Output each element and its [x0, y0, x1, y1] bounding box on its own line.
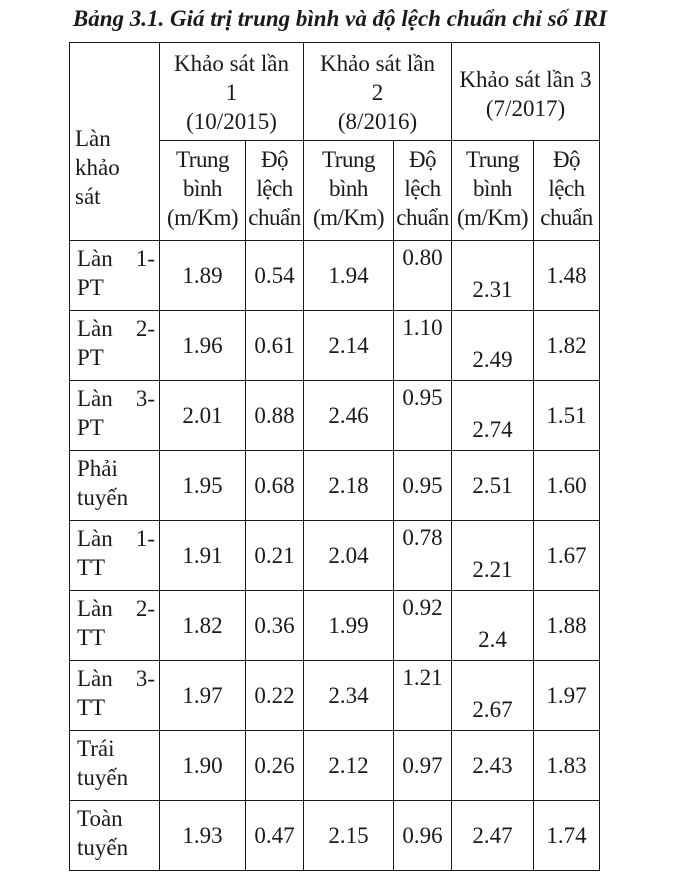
value-cell: 2.14	[304, 311, 394, 381]
row-label-word: Làn	[77, 526, 113, 551]
value-cell: 1.82	[534, 311, 600, 381]
value-cell: 1.91	[160, 521, 246, 591]
value-cell: 0.88	[246, 381, 304, 451]
survey-1-header-line: 1	[225, 80, 238, 105]
row-label-suffix: tuyến	[77, 765, 129, 790]
table-row	[70, 381, 600, 451]
row-label-cell	[70, 591, 160, 661]
table-row	[70, 241, 600, 311]
corner-header-line: sát	[75, 184, 101, 209]
table-row	[70, 451, 600, 521]
row-label-suffix: PT	[77, 415, 104, 440]
value-cell: 2.21	[452, 521, 534, 591]
row-label-word: Làn	[77, 316, 113, 341]
row-label-number: 3-	[135, 386, 155, 411]
value-cell: 1.10	[394, 311, 452, 381]
value-cell: 0.21	[246, 521, 304, 591]
survey-1-header-line: (10/2015)	[186, 109, 277, 134]
mean-subheader-line: (m/Km)	[166, 205, 239, 230]
row-label-number: 2-	[135, 316, 155, 341]
row-label-cell	[70, 661, 160, 731]
value-cell: 0.80	[394, 241, 452, 311]
value-cell: 0.26	[246, 731, 304, 801]
row-label-word: Làn	[77, 386, 113, 411]
table-row	[70, 661, 600, 731]
value-cell: 0.95	[394, 381, 452, 451]
corner-header-line: khảo	[75, 155, 120, 180]
stddev-subheader-line: Độ	[552, 147, 581, 172]
value-cell: 2.18	[304, 451, 394, 521]
row-label-word: Làn	[77, 246, 113, 271]
value-cell: 1.83	[534, 731, 600, 801]
value-cell: 1.90	[160, 731, 246, 801]
value-cell: 0.78	[394, 521, 452, 591]
iri-table	[69, 42, 600, 871]
mean-subheader-line: Trung	[322, 147, 375, 172]
mean-subheader-line: bình	[329, 176, 368, 201]
value-cell: 1.51	[534, 381, 600, 451]
value-cell: 1.88	[534, 591, 600, 661]
value-cell: 0.95	[394, 451, 452, 521]
mean-subheader-line: (m/Km)	[456, 205, 529, 230]
value-cell: 1.95	[160, 451, 246, 521]
value-cell: 2.67	[452, 661, 534, 731]
value-cell: 0.47	[246, 801, 304, 871]
stddev-subheader-line: Độ	[260, 147, 289, 172]
stddev-subheader-line: Độ	[408, 147, 437, 172]
row-label-suffix: TT	[77, 625, 106, 650]
value-cell: 0.92	[394, 591, 452, 661]
value-cell: 1.48	[534, 241, 600, 311]
survey-3-header-line: Khảo sát lần 3	[459, 67, 592, 92]
value-cell: 1.21	[394, 661, 452, 731]
survey-2-header-line: Khảo sát lần	[320, 51, 435, 76]
corner-header-cell	[70, 43, 160, 241]
value-cell: 0.96	[394, 801, 452, 871]
value-cell: 0.97	[394, 731, 452, 801]
mean-subheader	[452, 141, 534, 241]
stddev-subheader	[534, 141, 600, 241]
row-label-suffix: PT	[77, 275, 104, 300]
value-cell: 2.4	[452, 591, 534, 661]
row-label-word: Làn	[77, 596, 113, 621]
survey-3-header	[452, 43, 600, 141]
mean-subheader-line: Trung	[466, 147, 519, 172]
table-caption: Bảng 3.1. Giá trị trung bình và độ lệch chuẩn chỉ số IRI	[72, 6, 608, 31]
mean-subheader	[304, 141, 394, 241]
mean-subheader-line: bình	[473, 176, 512, 201]
stddev-subheader	[246, 141, 304, 241]
value-cell: 0.36	[246, 591, 304, 661]
value-cell: 1.74	[534, 801, 600, 871]
survey-2-header-line: 2	[371, 80, 384, 105]
row-label-cell	[70, 451, 160, 521]
value-cell: 1.94	[304, 241, 394, 311]
value-cell: 1.60	[534, 451, 600, 521]
survey-2-header-line: (8/2016)	[337, 109, 418, 134]
table-row	[70, 521, 600, 591]
stddev-subheader-line: lệch	[256, 176, 293, 201]
value-cell: 2.51	[452, 451, 534, 521]
value-cell: 2.47	[452, 801, 534, 871]
stddev-subheader	[394, 141, 452, 241]
row-label-suffix: TT	[77, 695, 106, 720]
value-cell: 1.96	[160, 311, 246, 381]
survey-1-header	[160, 43, 304, 141]
value-cell: 1.67	[534, 521, 600, 591]
stddev-subheader-line: chuẩn	[248, 205, 301, 230]
row-label-cell	[70, 521, 160, 591]
value-cell: 1.93	[160, 801, 246, 871]
mean-subheader	[160, 141, 246, 241]
row-label-number: 2-	[135, 596, 155, 621]
value-cell: 0.54	[246, 241, 304, 311]
value-cell: 1.97	[534, 661, 600, 731]
corner-header-line: Làn	[75, 126, 111, 151]
table-row	[70, 801, 600, 871]
table-row	[70, 731, 600, 801]
row-label-number: 3-	[135, 666, 155, 691]
value-cell: 2.49	[452, 311, 534, 381]
survey-3-header-line: (7/2017)	[485, 96, 566, 121]
row-label-number: 1-	[135, 246, 155, 271]
row-label-cell	[70, 731, 160, 801]
table-row	[70, 311, 600, 381]
stddev-subheader-line: lệch	[548, 176, 585, 201]
value-cell: 2.34	[304, 661, 394, 731]
mean-subheader-line: Trung	[176, 147, 229, 172]
mean-subheader-line: bình	[183, 176, 222, 201]
value-cell: 2.31	[452, 241, 534, 311]
row-label-word: Làn	[77, 666, 113, 691]
survey-2-header	[304, 43, 452, 141]
value-cell: 0.61	[246, 311, 304, 381]
row-label-suffix: tuyến	[77, 835, 129, 860]
stddev-subheader-line: chuẩn	[540, 205, 593, 230]
value-cell: 1.89	[160, 241, 246, 311]
value-cell: 2.46	[304, 381, 394, 451]
table-row	[70, 591, 600, 661]
value-cell: 2.15	[304, 801, 394, 871]
row-label-suffix: tuyến	[77, 485, 129, 510]
value-cell: 2.43	[452, 731, 534, 801]
mean-subheader-line: (m/Km)	[312, 205, 385, 230]
row-label-cell	[70, 801, 160, 871]
stddev-subheader-line: chuẩn	[396, 205, 449, 230]
row-label-word: Trái	[77, 736, 115, 761]
value-cell: 0.68	[246, 451, 304, 521]
value-cell: 1.99	[304, 591, 394, 661]
survey-1-header-line: Khảo sát lần	[174, 51, 289, 76]
row-label-suffix: TT	[77, 555, 106, 580]
row-label-word: Toàn	[77, 806, 123, 831]
value-cell: 2.74	[452, 381, 534, 451]
stddev-subheader-line: lệch	[404, 176, 441, 201]
value-cell: 1.97	[160, 661, 246, 731]
row-label-number: 1-	[135, 526, 155, 551]
row-label-cell	[70, 381, 160, 451]
row-label-cell	[70, 241, 160, 311]
value-cell: 1.82	[160, 591, 246, 661]
row-label-word: Phải	[77, 456, 118, 481]
value-cell: 2.01	[160, 381, 246, 451]
row-label-suffix: PT	[77, 345, 104, 370]
value-cell: 2.12	[304, 731, 394, 801]
value-cell: 0.22	[246, 661, 304, 731]
row-label-cell	[70, 311, 160, 381]
value-cell: 2.04	[304, 521, 394, 591]
